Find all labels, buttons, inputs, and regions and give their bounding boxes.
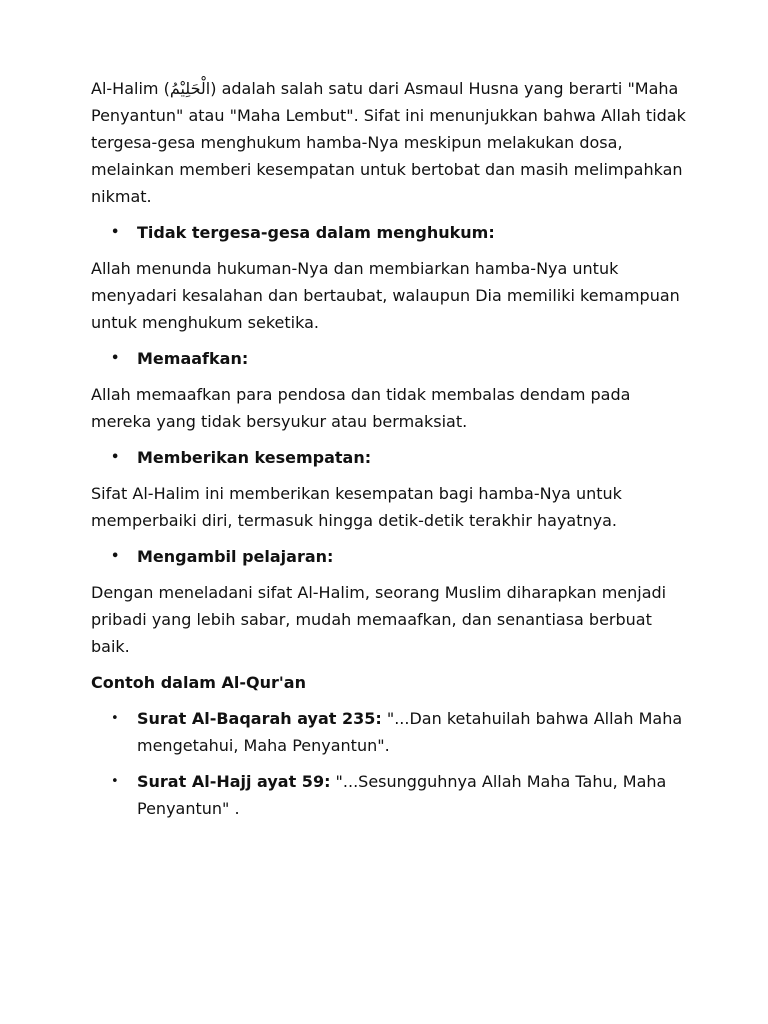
bullet-list-4	[91, 543, 691, 570]
intro-text-start: Al-Halim (	[91, 79, 170, 98]
section-paragraph: Dengan meneladani sifat Al-Halim, seorang Muslim diharapkan menjadi pribadi yang lebih sabar, mudah memaafkan, dan senantiasa berbuat baik.	[91, 583, 667, 656]
intro-text-end: ) adalah salah satu dari Asmaul Husna yang berarti "Maha Penyantun" atau "Maha Lembut". Sifat ini menunjukkan bahwa Allah tidak tergesa-gesa menghukum hamba-Nya meskipun melakukan dosa, melainkan memberi kesempatan untuk bertobat dan masih melimpahkan nikmat.	[91, 79, 686, 206]
example-label: Surat Al-Hajj ayat 59:	[137, 772, 331, 791]
bullet-item: • Memaafkan:	[91, 345, 691, 372]
document-page	[91, 75, 691, 831]
bullet-item: • Mengambil pelajaran:	[91, 543, 691, 570]
bullet-item: • Memberikan kesempatan:	[91, 444, 691, 471]
section-paragraph: Sifat Al-Halim ini memberikan kesempatan bagi hamba-Nya untuk memperbaiki diri, termasuk hingga detik-detik terakhir hayatnya.	[91, 484, 622, 530]
arabic-name: الْحَلِيْمُ	[169, 79, 211, 98]
bullet-list-2	[91, 345, 691, 372]
example-quote: "...Sesungguhnya Allah Maha Tahu, Maha Penyantun" .	[137, 772, 667, 818]
example-label: Surat Al-Baqarah ayat 235:	[137, 709, 382, 728]
section-paragraph: Allah memaafkan para pendosa dan tidak membalas dendam pada mereka yang tidak bersyukur atau bermaksiat.	[91, 385, 631, 431]
examples-heading: Contoh dalam Al-Qur'an	[91, 673, 306, 692]
bullet-list-1	[91, 219, 691, 246]
example-quote: "...Dan ketahuilah bahwa Allah Maha mengetahui, Maha Penyantun".	[137, 709, 683, 755]
example-item	[91, 705, 691, 759]
bullet-list-3	[91, 444, 691, 471]
section-paragraph: Allah menunda hukuman-Nya dan membiarkan hamba-Nya untuk menyadari kesalahan dan bertaubat, walaupun Dia memiliki kemampuan untuk menghukum seketika.	[91, 259, 680, 332]
examples-list	[91, 705, 691, 822]
example-item	[91, 768, 691, 822]
bullet-item: • Tidak tergesa-gesa dalam menghukum:	[91, 219, 691, 246]
intro-paragraph	[91, 75, 691, 210]
